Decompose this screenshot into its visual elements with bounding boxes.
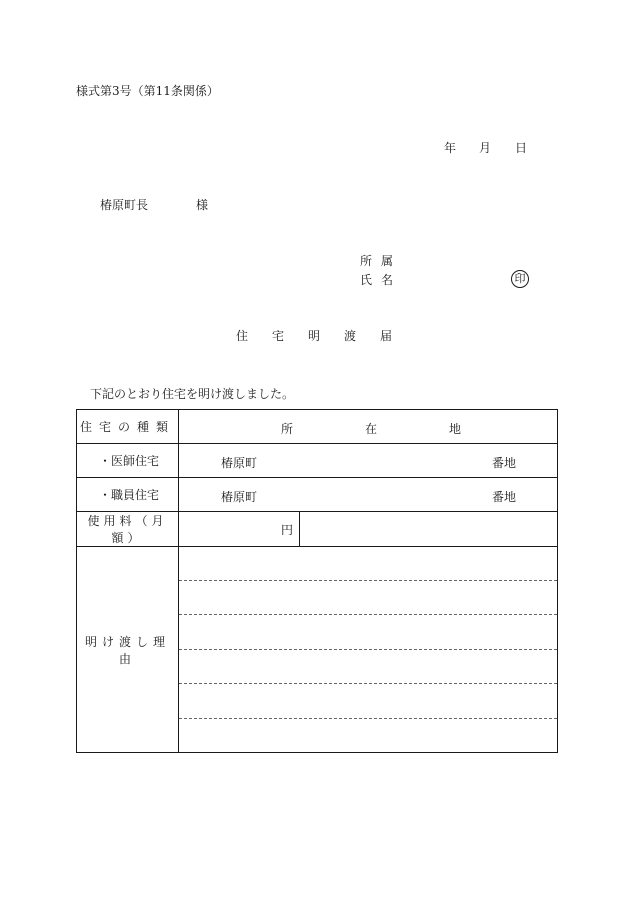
table-row <box>77 478 558 512</box>
title-char: 宅 <box>272 329 285 343</box>
reason-line <box>179 580 557 581</box>
location-header-char: 所 <box>281 422 294 436</box>
title-char: 住 <box>236 329 249 343</box>
title-char: 渡 <box>344 329 357 343</box>
location-header-char: 在 <box>365 422 378 436</box>
address-field[interactable] <box>179 478 558 512</box>
form-number: 様式第3号（第11条関係） <box>76 84 219 98</box>
address-banchi: 番地 <box>492 490 517 504</box>
address-banchi: 番地 <box>492 456 517 470</box>
fee-amount-field[interactable] <box>179 512 300 547</box>
seal-mark: 印 <box>511 270 529 288</box>
reason-line <box>179 614 557 615</box>
recipient: 椿原町長 <box>100 198 149 212</box>
intro-text: 下記のとおり住宅を明け渡しました。 <box>90 387 295 401</box>
reason-row <box>77 547 558 753</box>
reason-line <box>179 649 557 650</box>
location-header-char: 地 <box>449 422 462 436</box>
table-row <box>77 444 558 478</box>
title-char: 明 <box>308 329 321 343</box>
fee-unit: 円 <box>280 522 293 537</box>
affiliation-label: 所属 <box>360 254 403 268</box>
table-header-row <box>77 410 558 444</box>
title-char: 届 <box>380 329 393 343</box>
document-title <box>236 330 392 342</box>
address-town: 椿原町 <box>221 490 258 504</box>
housing-table <box>76 409 558 753</box>
date-month-label: 月 <box>479 141 492 155</box>
housing-type-doctor: ・医師住宅 <box>77 444 179 478</box>
fee-label: 使用料（月額） <box>77 512 179 547</box>
address-field[interactable] <box>179 444 558 478</box>
location-header <box>179 410 558 444</box>
fee-blank-cell <box>300 512 558 547</box>
housing-type-staff: ・職員住宅 <box>77 478 179 512</box>
address-town: 椿原町 <box>221 456 258 470</box>
reason-line <box>179 683 557 684</box>
date-day-label: 日 <box>515 141 528 155</box>
housing-type-header: 住宅の種類 <box>77 410 179 444</box>
fee-row <box>77 512 558 547</box>
reason-field[interactable] <box>179 547 558 753</box>
reason-line <box>179 718 557 719</box>
reason-label: 明け渡し理由 <box>77 547 179 753</box>
honorific: 様 <box>196 198 209 212</box>
date-year-label: 年 <box>444 141 457 155</box>
name-label: 氏名 <box>360 273 403 287</box>
